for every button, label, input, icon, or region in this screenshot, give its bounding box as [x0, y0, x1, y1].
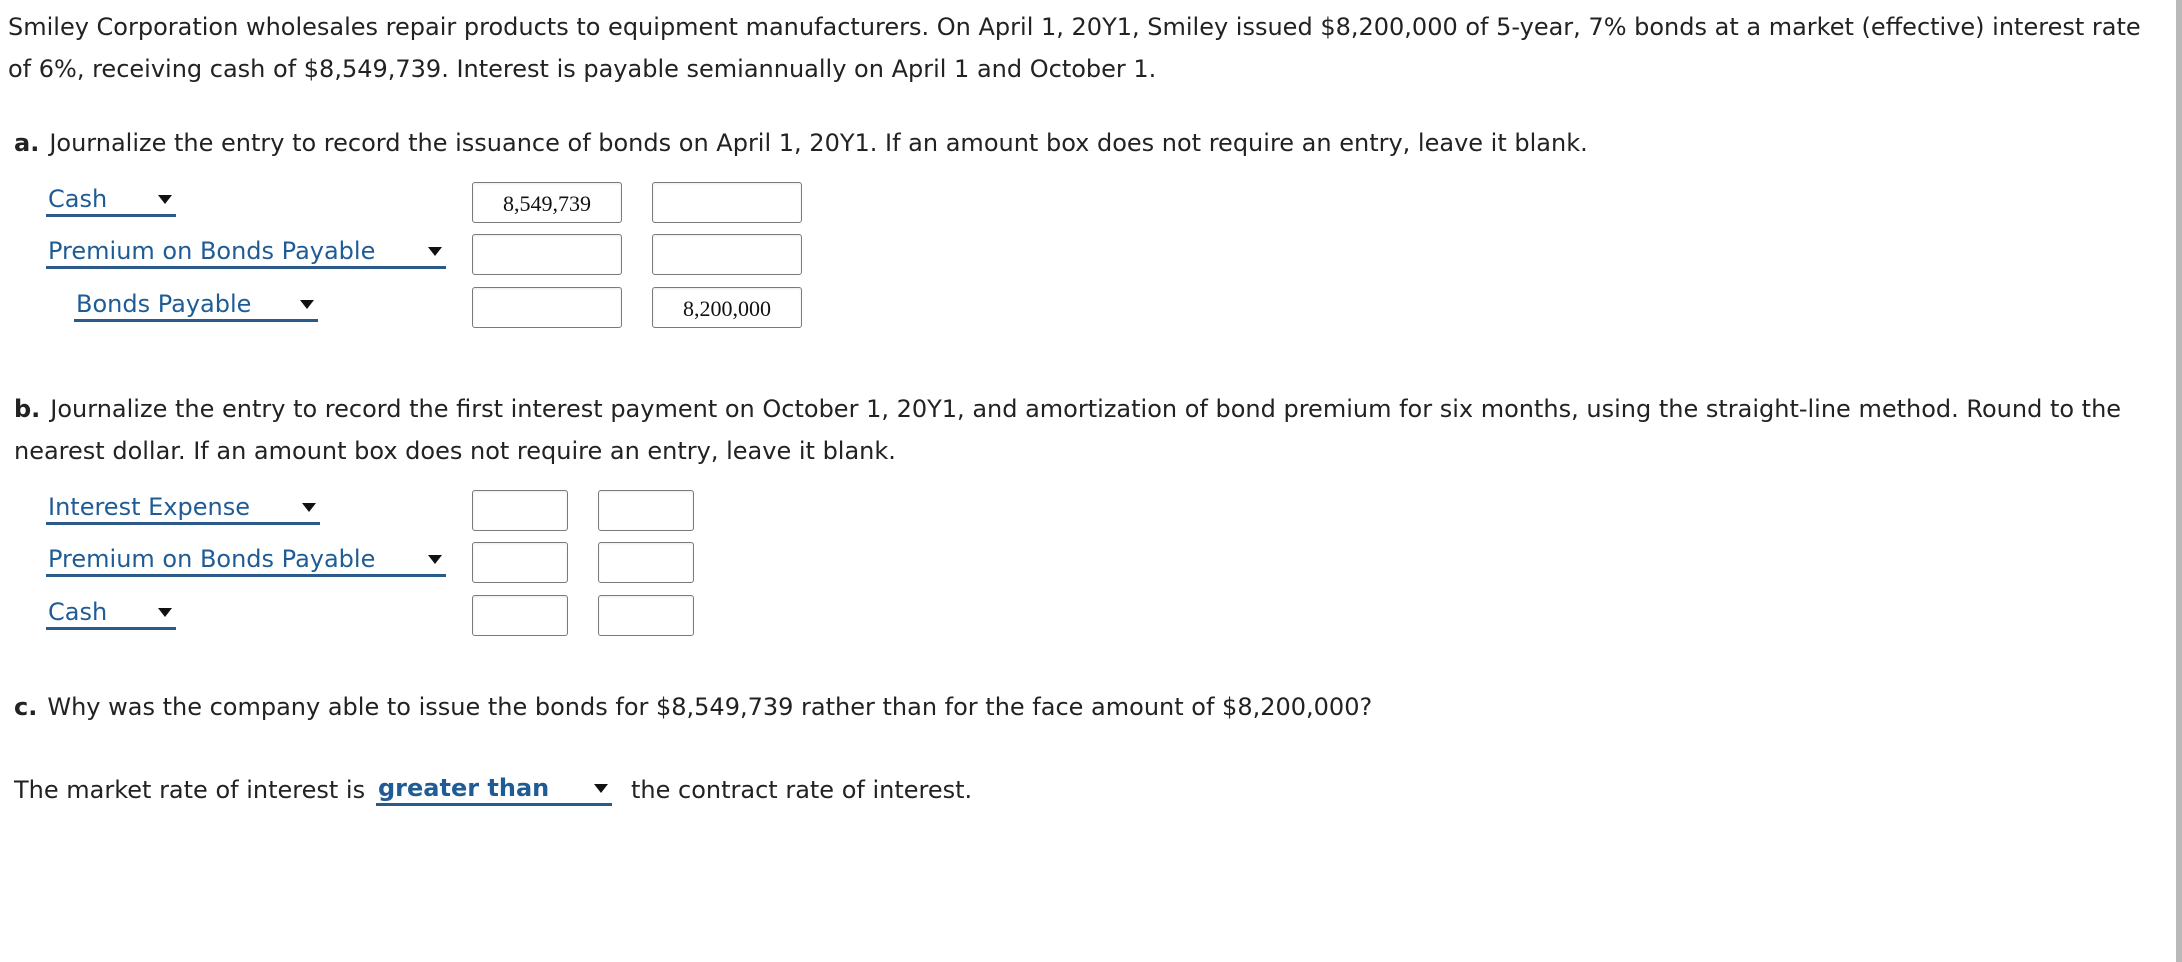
part-c-letter: c. — [14, 693, 38, 721]
part-a-letter: a. — [14, 129, 40, 157]
part-b-question — [14, 388, 2164, 472]
part-b-debit-3[interactable] — [472, 595, 568, 636]
part-b-debit-2[interactable] — [472, 542, 568, 583]
part-a-account-select-1[interactable] — [46, 184, 176, 217]
dropdown-arrow-icon — [428, 555, 442, 564]
part-a-account-1-label: Cash — [48, 185, 108, 213]
dropdown-arrow-icon — [300, 300, 314, 309]
part-b-account-select-1[interactable] — [46, 492, 320, 525]
part-c-text: Why was the company able to issue the bonds for $8,549,739 rather than for the face amount of $8,200,000? — [47, 693, 1373, 721]
part-b-credit-2[interactable] — [598, 542, 694, 583]
part-b-account-select-2[interactable] — [46, 544, 446, 577]
part-a-credit-3[interactable]: 8,200,000 — [652, 287, 802, 328]
part-a-account-select-2[interactable] — [46, 236, 446, 269]
part-a-account-3-label: Bonds Payable — [76, 290, 252, 318]
part-b-credit-3[interactable] — [598, 595, 694, 636]
part-b-credit-1[interactable] — [598, 490, 694, 531]
problem-statement: Smiley Corporation wholesales repair products to equipment manufacturers. On April 1, 20Y1, Smiley issued $8,200,000 of 5-year, 7% bonds at a market (effective) interest rate of 6%, receiving cash of $8,549,739. Interest is payable semiannually on April 1 and October 1. — [8, 13, 2141, 83]
part-c-answer-prefix: The market rate of interest is — [14, 776, 366, 804]
part-a-text: Journalize the entry to record the issuance of bonds on April 1, 20Y1. If an amount box does not require an entry, leave it blank. — [49, 129, 1588, 157]
part-b-text: Journalize the entry to record the first interest payment on October 1, 20Y1, and amortization of bond premium for six months, using the straight-line method. Round to the nearest dollar. If an amount box does not require an entry, leave it blank. — [14, 395, 2122, 465]
dropdown-arrow-icon — [158, 608, 172, 617]
part-b-account-1-label: Interest Expense — [48, 493, 250, 521]
dropdown-arrow-icon — [594, 784, 608, 793]
part-b-account-select-3[interactable] — [46, 597, 176, 630]
part-b-account-2-label: Premium on Bonds Payable — [48, 545, 376, 573]
part-b-account-3-label: Cash — [48, 598, 108, 626]
part-b-letter: b. — [14, 395, 41, 423]
part-a-question — [14, 122, 2164, 164]
part-a-debit-1[interactable]: 8,549,739 — [472, 182, 622, 223]
rate-comparison-value: greater than — [378, 774, 550, 802]
dropdown-arrow-icon — [302, 503, 316, 512]
part-a-debit-3[interactable] — [472, 287, 622, 328]
part-a-credit-2[interactable] — [652, 234, 802, 275]
rate-comparison-select[interactable] — [376, 773, 612, 806]
part-a-account-select-3[interactable] — [74, 289, 318, 322]
scrollbar[interactable] — [2176, 0, 2182, 962]
part-b-debit-1[interactable] — [472, 490, 568, 531]
dropdown-arrow-icon — [428, 247, 442, 256]
part-a-account-2-label: Premium on Bonds Payable — [48, 237, 376, 265]
part-c-question — [14, 686, 2164, 728]
part-c-answer-suffix: the contract rate of interest. — [631, 776, 973, 804]
part-a-debit-2[interactable] — [472, 234, 622, 275]
dropdown-arrow-icon — [158, 195, 172, 204]
part-a-credit-1[interactable] — [652, 182, 802, 223]
